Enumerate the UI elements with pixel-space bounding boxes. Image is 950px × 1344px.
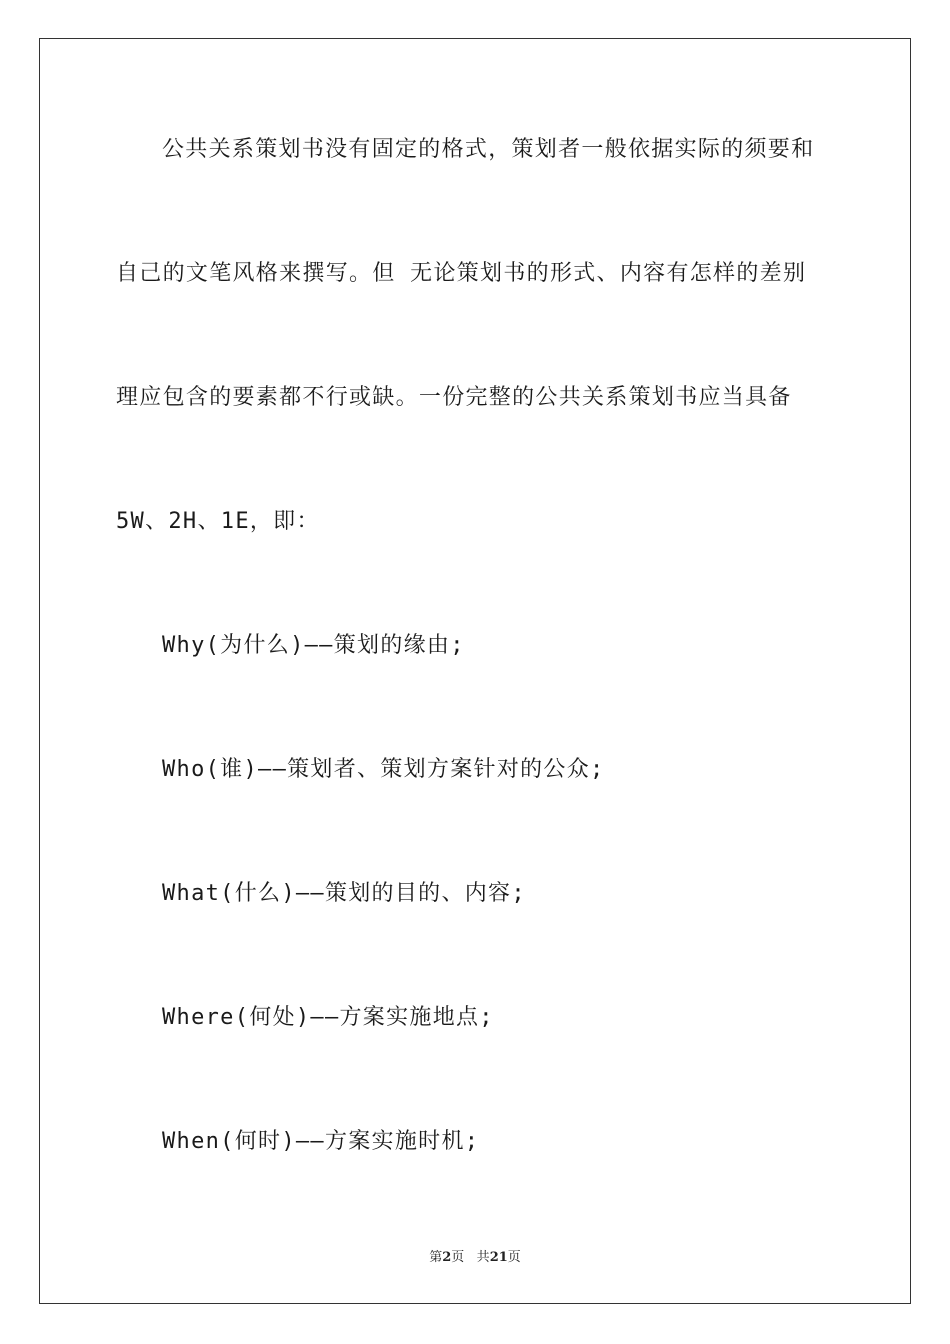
footer-total-pages: 21	[489, 1250, 508, 1265]
list-item-what: What(什么)——策划的目的、内容;	[162, 881, 526, 906]
footer-page-number: 2	[442, 1250, 452, 1265]
paragraph-line-4: 5W、2H、1E，即：	[116, 509, 320, 534]
list-item-why: Why(为什么)——策划的缘由;	[162, 633, 465, 658]
list-item-who: Who(谁)——策划者、策划方案针对的公众;	[162, 757, 605, 782]
list-item-when: When(何时)——方案实施时机;	[162, 1129, 480, 1154]
footer-total-prefix: 共	[476, 1250, 490, 1265]
paragraph-line-3: 理应包含的要素都不行或缺。一份完整的公共关系策划书应当具备	[116, 385, 792, 410]
footer-page-prefix: 第	[429, 1250, 443, 1265]
paragraph-line-1: 公共关系策划书没有固定的格式，策划者一般依据实际的须要和	[162, 137, 815, 162]
footer-total-unit: 页	[507, 1250, 521, 1265]
page-border	[39, 38, 911, 1304]
list-item-where: Where(何处)——方案实施地点;	[162, 1005, 494, 1030]
footer-page-unit: 页	[451, 1250, 465, 1265]
paragraph-line-2: 自己的文笔风格来撰写。但 无论策划书的形式、内容有怎样的差别	[116, 261, 807, 286]
page-footer	[0, 1246, 950, 1265]
